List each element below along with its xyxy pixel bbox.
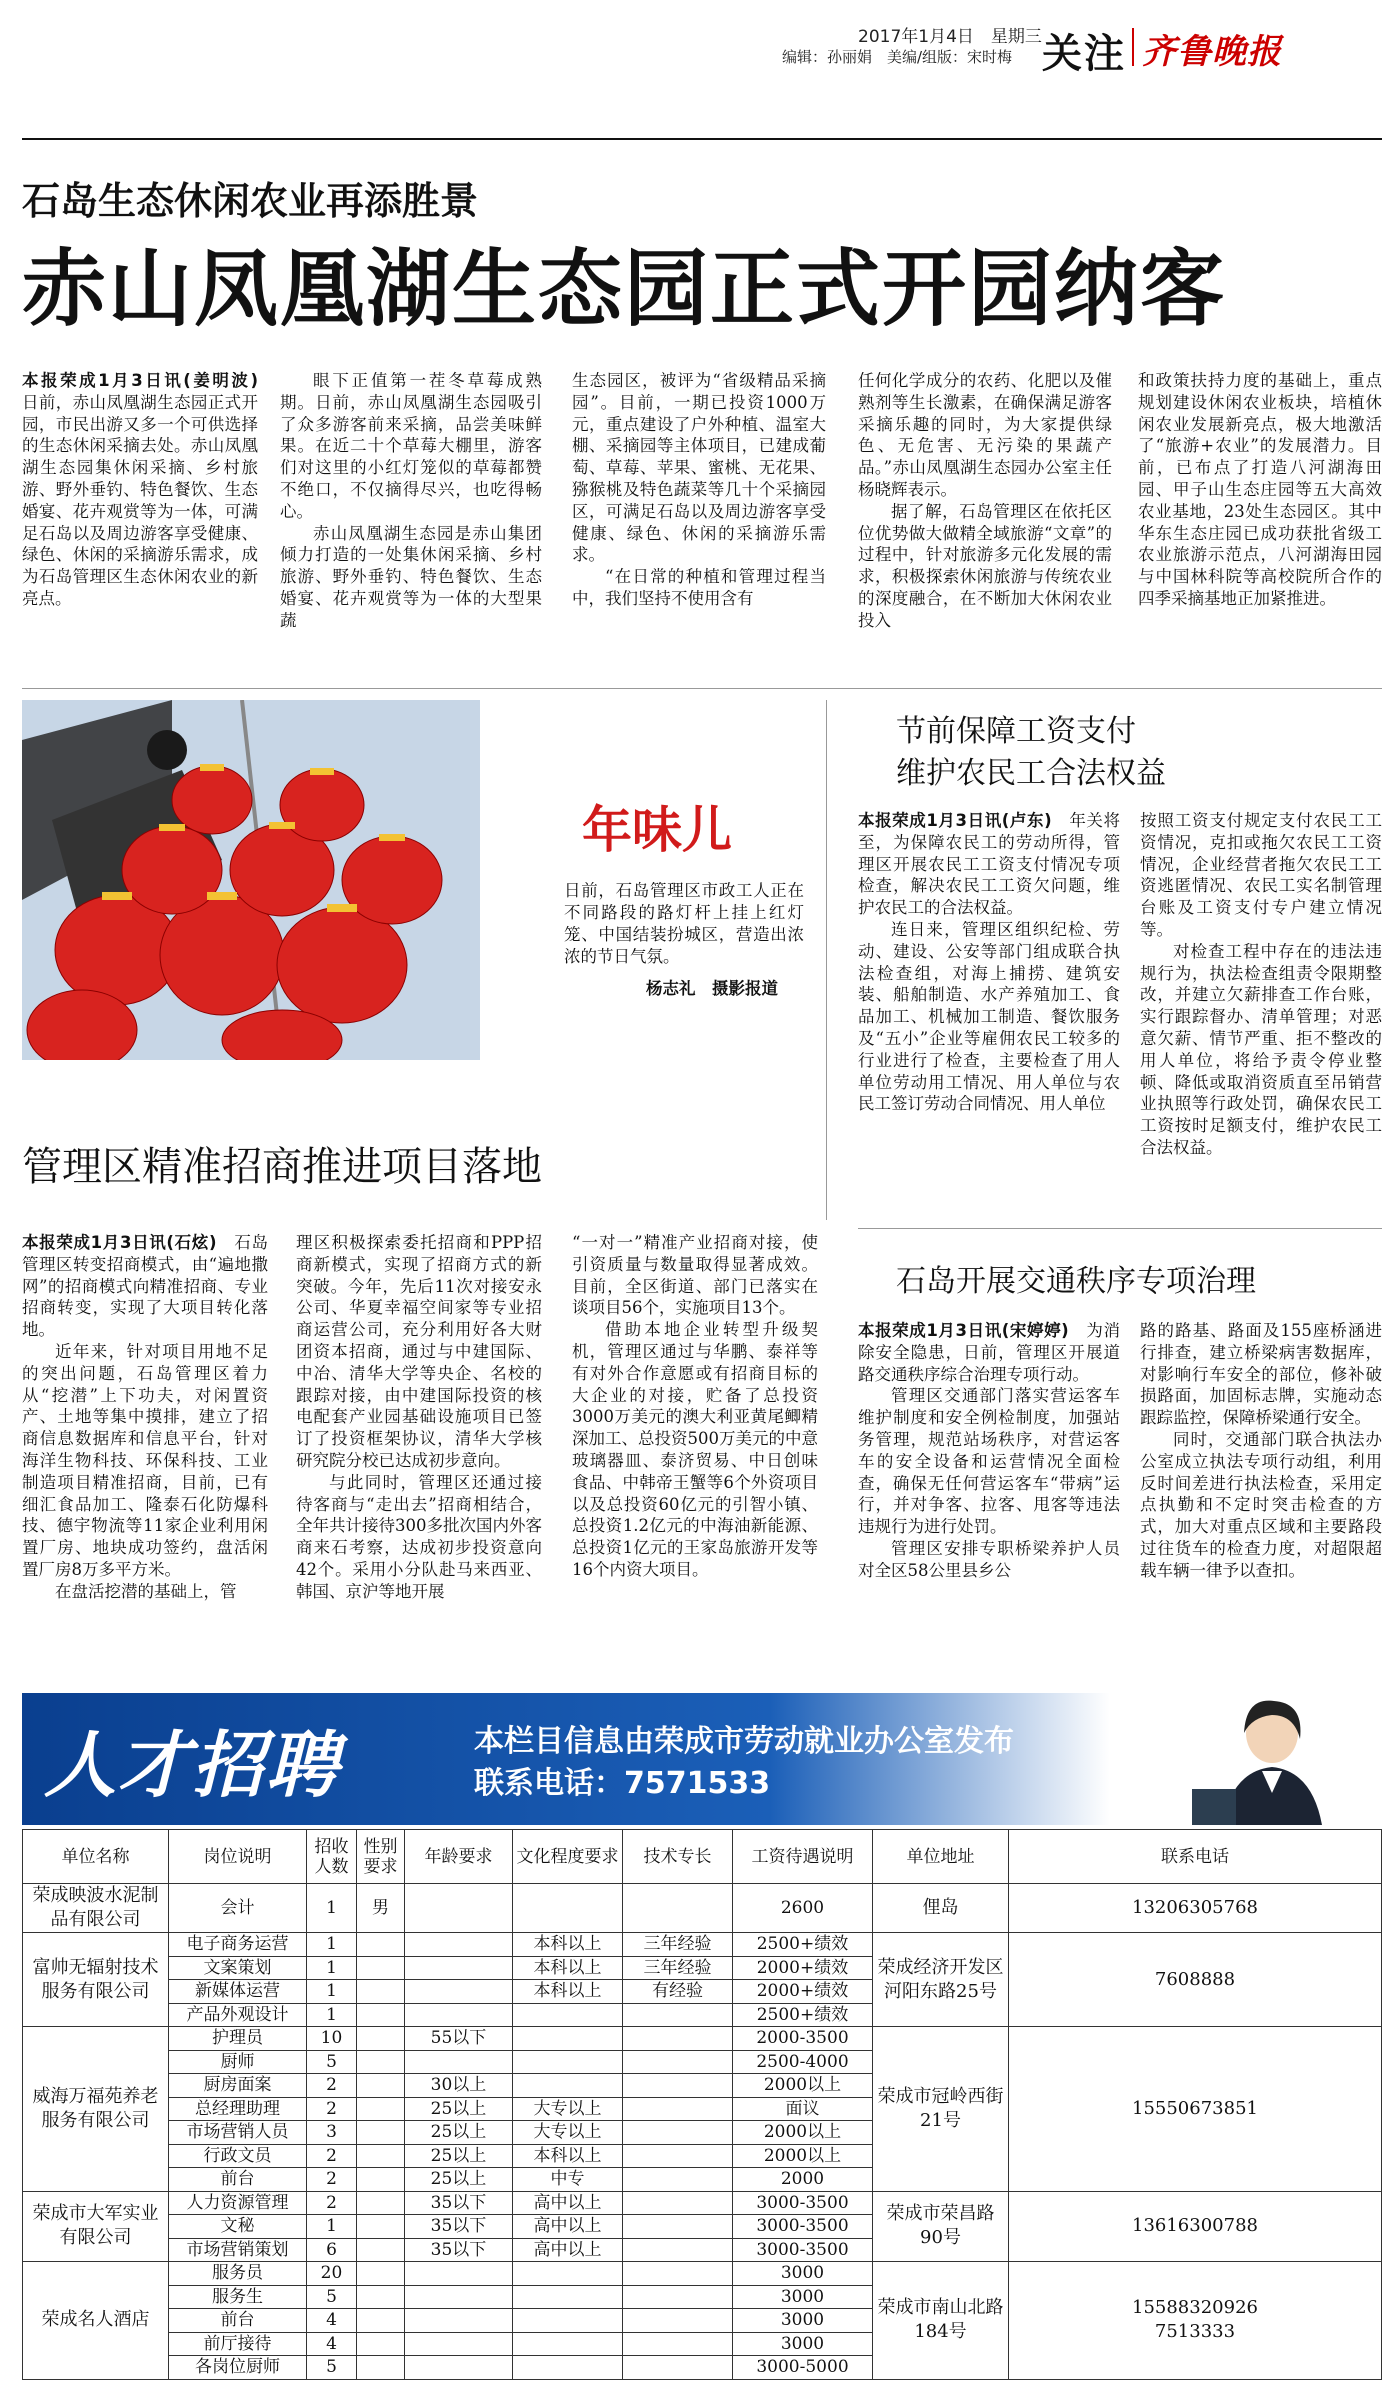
- company-name-cell: 荣成映波水泥制品有限公司: [23, 1884, 169, 1933]
- skill-cell: [623, 2309, 733, 2333]
- phone-cell: 15588320926 7513333: [1009, 2262, 1382, 2380]
- education-cell: [513, 2003, 623, 2027]
- skill-cell: [623, 2144, 733, 2168]
- column-header: 工资待遇说明: [733, 1830, 873, 1884]
- photo-credit: 杨志礼 摄影报道: [646, 979, 778, 998]
- headcount-cell: 2: [307, 2191, 357, 2215]
- invest-column-1: [22, 1232, 268, 1603]
- table-row: [23, 1884, 1382, 1933]
- salary-cell: 3000-3500: [733, 2238, 873, 2262]
- education-cell: 大专以上: [513, 2121, 623, 2145]
- paragraph: 路的路基、路面及155座桥涵进行排查，建立桥梁病害数据库，对影响行车安全的部位，修补破损路面，加固标志牌，实施动态跟踪监控，保障桥梁通行安全。: [1140, 1321, 1382, 1428]
- wage-headline-line1: 节前保障工资支付: [896, 714, 1136, 749]
- salary-cell: 3000-5000: [733, 2356, 873, 2380]
- education-cell: [513, 2285, 623, 2309]
- recruit-table: [22, 1829, 1382, 2380]
- traffic-column-2: [1140, 1320, 1382, 1582]
- paragraph: 对检查工程中存在的违法违规行为，执法检查组责令限期整改，并建立欠薪排查工作台账，实行跟踪督办、清单管理；对恶意欠薪、情节严重、拒不整改的用人单位，将给予责令停业整顿、降低或取消资质直至吊销营业执照等行政处罚，确保农民工工资按时足额支付，维护农民工合法权益。: [1140, 941, 1382, 1157]
- age-cell: [405, 1933, 513, 1957]
- invest-column-2: [296, 1232, 542, 1603]
- salary-cell: 3000: [733, 2262, 873, 2286]
- position-cell: 总经理助理: [169, 2097, 307, 2121]
- education-cell: 中专: [513, 2168, 623, 2192]
- age-cell: [405, 2050, 513, 2074]
- age-cell: [405, 1956, 513, 1980]
- headcount-cell: 1: [307, 1884, 357, 1933]
- age-cell: [405, 2309, 513, 2333]
- salary-cell: 2000: [733, 2168, 873, 2192]
- recruit-info: [474, 1721, 1014, 1805]
- gender-cell: [357, 2238, 405, 2262]
- editors-credit: 编辑：孙丽娟 美编/组版：宋时梅: [782, 48, 1013, 66]
- salary-cell: 2000以上: [733, 2121, 873, 2145]
- recruit-phone: 联系电话：7571533: [474, 1766, 771, 1801]
- skill-cell: [623, 2238, 733, 2262]
- address-cell: 荣成经济开发区河阳东路25号: [873, 1933, 1009, 2027]
- address-cell: 荣成市冠岭西街21号: [873, 2027, 1009, 2192]
- gender-cell: [357, 2168, 405, 2192]
- paragraph: 石岛管理区转变招商模式，由“遍地撒网”的招商模式向精准招商、专业招商转变，实现了大项目转化落地。: [22, 1233, 269, 1340]
- age-cell: 25以上: [405, 2097, 513, 2121]
- paragraph: 与此同时，管理区还通过接待客商与“走出去”招商相结合，全年共计接待300多批次国内外客商来石考察，达成初步投资意向42个。采用小分队赴马来西亚、韩国、京沪等地开展: [296, 1472, 542, 1601]
- lead-column-4: [858, 370, 1112, 632]
- headcount-cell: 4: [307, 2332, 357, 2356]
- age-cell: [405, 2285, 513, 2309]
- position-cell: 护理员: [169, 2027, 307, 2051]
- salary-cell: 3000-3500: [733, 2191, 873, 2215]
- headcount-cell: 1: [307, 2003, 357, 2027]
- paragraph: 据了解，石岛管理区在依托区位优势做大做精全域旅游“文章”的过程中，针对旅游多元化发展的需求，积极探索休闲旅游与传统农业的深度融合，在不断加大休闲农业投入: [858, 501, 1112, 630]
- column-header: 文化程度要求: [513, 1830, 623, 1884]
- age-cell: 35以下: [405, 2215, 513, 2239]
- education-cell: 本科以上: [513, 1980, 623, 2004]
- person-illustration: [1162, 1693, 1362, 1825]
- lantern-illustration: [22, 700, 480, 1060]
- salary-cell: 2600: [733, 1884, 873, 1933]
- paragraph: 借助本地企业转型升级契机，管理区通过与华鹏、泰祥等有对外合作意愿或有招商目标的大企业的对接，贮备了总投资3000万美元的澳大利亚黄尾鲫精深加工、总投资500万美元的中意玻璃器皿、泰济贸易、中日创味食品、中韩帝王蟹等6个外资项目以及总投资60亿元的引智小镇、总投资1.2亿元的中海油新能源、总投资1亿元的王家岛旅游开发等16个内资大项目。: [572, 1320, 818, 1579]
- salary-cell: 2000+绩效: [733, 1956, 873, 1980]
- skill-cell: [623, 2097, 733, 2121]
- education-cell: [513, 2356, 623, 2380]
- company-name-cell: 威海万福苑养老服务有限公司: [23, 2027, 169, 2192]
- traffic-column-1: [858, 1320, 1120, 1582]
- position-cell: 前厅接待: [169, 2332, 307, 2356]
- position-cell: 文秘: [169, 2215, 307, 2239]
- gender-cell: [357, 2121, 405, 2145]
- headcount-cell: 4: [307, 2309, 357, 2333]
- salary-cell: 2000以上: [733, 2074, 873, 2098]
- skill-cell: [623, 2074, 733, 2098]
- position-cell: 市场营销策划: [169, 2238, 307, 2262]
- dateline: 本报荣成1月3日讯(石炫): [22, 1233, 217, 1252]
- education-cell: [513, 2332, 623, 2356]
- table-header-row: [23, 1830, 1382, 1884]
- education-cell: 本科以上: [513, 2144, 623, 2168]
- recruit-notice: 本栏目信息由荣成市劳动就业办公室发布: [474, 1724, 1014, 1759]
- gender-cell: [357, 2050, 405, 2074]
- salary-cell: 2500+绩效: [733, 1933, 873, 1957]
- company-name-cell: 荣成市大军实业有限公司: [23, 2191, 169, 2262]
- education-cell: 大专以上: [513, 2097, 623, 2121]
- paragraph: 生态园区，被评为“省级精品采摘园”。目前，一期已投资1000万元，重点建设了户外种植、温室大棚、采摘园等主体项目，已建成葡萄、草莓、苹果、蜜桃、无花果、猕猴桃及特色蔬菜等几十个采摘园区，可满足石岛以及周边游客享受健康、绿色、休闲的采摘游乐需求。: [572, 371, 826, 565]
- headcount-cell: 3: [307, 2121, 357, 2145]
- age-cell: [405, 2356, 513, 2380]
- education-cell: 本科以上: [513, 1956, 623, 1980]
- headcount-cell: 6: [307, 2238, 357, 2262]
- position-cell: 前台: [169, 2168, 307, 2192]
- recruit-logo: 人才招聘: [44, 1723, 341, 1807]
- position-cell: 文案策划: [169, 1956, 307, 1980]
- paragraph: 日前，赤山凤凰湖生态园正式开园，市民出游又多一个可供选择的生态休闲采摘去处。赤山凤凰湖生态园集休闲采摘、乡村旅游、野外垂钓、特色餐饮、生态婚宴、花卉观赏等为一体，可满足石岛以及周边游客享受健康、绿色、休闲的采摘游乐需求，成为石岛管理区生态休闲农业的新亮点。: [22, 392, 258, 608]
- column-header: 招收人数: [307, 1830, 357, 1884]
- age-cell: 55以下: [405, 2027, 513, 2051]
- dateline: 本报荣成1月3日讯(宋婷婷): [858, 1321, 1069, 1340]
- education-cell: [513, 2050, 623, 2074]
- paragraph: “在日常的种植和管理过程当中，我们坚持不使用含有: [572, 567, 826, 608]
- lead-column-2: [280, 370, 542, 632]
- paragraph: 管理区安排专职桥梁养护人员对全区58公里县乡公: [858, 1538, 1120, 1580]
- gender-cell: [357, 2191, 405, 2215]
- headcount-cell: 10: [307, 2027, 357, 2051]
- education-cell: 本科以上: [513, 1933, 623, 1957]
- education-cell: 高中以上: [513, 2238, 623, 2262]
- dateline: 本报荣成1月3日讯(姜明波): [22, 371, 258, 390]
- headcount-cell: 5: [307, 2050, 357, 2074]
- lead-headline: 赤山凤凰湖生态园正式开园纳客: [22, 240, 1227, 338]
- age-cell: [405, 1980, 513, 2004]
- lantern-photo: [22, 700, 480, 1060]
- headcount-cell: 1: [307, 1956, 357, 1980]
- paragraph: 年关将至，为保障农民工的劳动所得，管理区开展农民工工资支付情况专项检查，解决农民工工资欠问题，维护农民工的合法权益。: [858, 811, 1121, 918]
- photo-caption: 日前，石岛管理区市政工人正在不同路段的路灯杆上挂上红灯笼、中国结装扮城区，营造出浓浓的节日气氛。: [564, 881, 804, 966]
- gender-cell: [357, 2356, 405, 2380]
- age-cell: [405, 2003, 513, 2027]
- gender-cell: 男: [357, 1884, 405, 1933]
- skill-cell: [623, 2050, 733, 2074]
- position-cell: 各岗位厨师: [169, 2356, 307, 2380]
- paragraph: 在盘活挖潜的基础上，管: [55, 1581, 237, 1601]
- issue-date: 2017年1月4日 星期三: [858, 27, 1042, 47]
- salary-cell: 2000-3500: [733, 2027, 873, 2051]
- separator: [858, 1228, 1382, 1229]
- gender-cell: [357, 1933, 405, 1957]
- newspaper-logo: 齐鲁晚报: [1142, 32, 1282, 72]
- paragraph: 任何化学成分的农药、化肥以及催熟剂等生长激素，在确保满足游客采摘乐趣的同时，为大家提供绿色、无危害、无污染的果蔬产品。”赤山凤凰湖生态园办公室主任杨晓辉表示。: [858, 371, 1112, 499]
- gender-cell: [357, 2097, 405, 2121]
- salary-cell: 面议: [733, 2097, 873, 2121]
- gender-cell: [357, 2309, 405, 2333]
- gender-cell: [357, 2262, 405, 2286]
- headcount-cell: 2: [307, 2074, 357, 2098]
- wage-headline-line2: 维护农民工合法权益: [896, 756, 1166, 791]
- recruit-banner: [22, 1693, 1382, 1825]
- separator: [826, 700, 827, 1220]
- address-cell: 俚岛: [873, 1884, 1009, 1933]
- wage-column-1: [858, 810, 1120, 1115]
- gender-cell: [357, 2215, 405, 2239]
- skill-cell: 三年经验: [623, 1956, 733, 1980]
- education-cell: [513, 2027, 623, 2051]
- masthead-divider: [1132, 28, 1134, 66]
- headcount-cell: 1: [307, 2215, 357, 2239]
- age-cell: 35以下: [405, 2238, 513, 2262]
- skill-cell: [623, 2332, 733, 2356]
- paragraph: 为消除安全隐患，日前，管理区开展道路交通秩序综合治理专项行动。: [858, 1321, 1121, 1384]
- education-cell: [513, 2074, 623, 2098]
- position-cell: 产品外观设计: [169, 2003, 307, 2027]
- position-cell: 服务员: [169, 2262, 307, 2286]
- skill-cell: [623, 2191, 733, 2215]
- column-header: 技术专长: [623, 1830, 733, 1884]
- paragraph: 管理区交通部门落实营运客车维护制度和安全例检制度，加强站务管理，规范站场秩序，对营运客车的安全设备和运营情况全面检查，确保无任何营运客车“带病”运行，并对争客、拉客、甩客等违法违规行为进行处罚。: [858, 1386, 1120, 1537]
- gender-cell: [357, 2003, 405, 2027]
- skill-cell: [623, 2027, 733, 2051]
- age-cell: 25以上: [405, 2168, 513, 2192]
- phone-cell: 15550673851: [1009, 2027, 1382, 2192]
- salary-cell: 2000以上: [733, 2144, 873, 2168]
- invest-column-3: [572, 1232, 818, 1581]
- salary-cell: 2500-4000: [733, 2050, 873, 2074]
- traffic-headline: 石岛开展交通秩序专项治理: [896, 1264, 1256, 1299]
- company-name-cell: 富帅无辐射技术服务有限公司: [23, 1933, 169, 2027]
- age-cell: 30以上: [405, 2074, 513, 2098]
- paragraph: 理区积极探索委托招商和PPP招商新模式，实现了招商方式的新突破。今年，先后11次对接安永公司、华夏幸福空间家等专业招商运营公司，充分利用好各大财团资本招商，通过与中建国际、中冶、清华大学等央企、名校的跟踪对接，由中建国际投资的核电配套产业园基础设施项目已签订了投资框架协议，清华大学核研究院分校已达成初步意向。: [296, 1233, 542, 1470]
- table-row: [23, 2191, 1382, 2215]
- phone-cell: 13616300788: [1009, 2191, 1382, 2262]
- position-cell: 行政文员: [169, 2144, 307, 2168]
- headcount-cell: 2: [307, 2144, 357, 2168]
- phone-cell: 13206305768: [1009, 1884, 1382, 1933]
- wage-column-2: [1140, 810, 1382, 1159]
- age-cell: 25以上: [405, 2144, 513, 2168]
- skill-cell: [623, 1884, 733, 1933]
- column-header: 联系电话: [1009, 1830, 1382, 1884]
- dateline: 本报荣成1月3日讯(卢东): [858, 811, 1052, 830]
- skill-cell: [623, 2168, 733, 2192]
- lead-column-5: [1138, 370, 1382, 610]
- gender-cell: [357, 2285, 405, 2309]
- headcount-cell: 20: [307, 2262, 357, 2286]
- gender-cell: [357, 2332, 405, 2356]
- column-header: 单位名称: [23, 1830, 169, 1884]
- table-row: [23, 1933, 1382, 1957]
- headcount-cell: 2: [307, 2097, 357, 2121]
- skill-cell: [623, 2003, 733, 2027]
- paragraph: 和政策扶持力度的基础上，重点规划建设休闲农业板块，培植休闲农业发展新亮点，极大地激活了“旅游+农业”的发展潜力。目前，已布点了打造八河湖海田园、甲子山生态庄园等五大高效农业基地，23处生态园区。其中华东生态庄园已成功获批省级工农业旅游示范点，八河湖海田园与中国林科院等高校院所合作的四季采摘基地正加紧推进。: [1138, 371, 1382, 608]
- nianwei-title: 年味儿: [582, 801, 732, 859]
- skill-cell: [623, 2356, 733, 2380]
- paragraph: 连日来，管理区组织纪检、劳动、建设、公安等部门组成联合执法检查组，对海上捕捞、建筑安装、船舶制造、水产养殖加工、食品加工、机械加工制造、餐饮服务及“五小”企业等雇佣农民工较多的行业进行了检查，主要检查了用人单位劳动用工情况、用人单位与农民工签订劳动合同情况、用人单位: [858, 919, 1120, 1114]
- position-cell: 会计: [169, 1884, 307, 1933]
- education-cell: [513, 2309, 623, 2333]
- separator: [22, 688, 1382, 689]
- paragraph: 同时，交通部门联合执法办公室成立执法专项行动组，利用反时间差进行执法检查，采用定点执勤和不定时突击检查的方式，加大对重点区域和主要路段过往货车的检查力度，对超限超载车辆一律予以查扣。: [1140, 1429, 1382, 1580]
- paragraph: 近年来，针对项目用地不足的突出问题，石岛管理区着力从“挖潜”上下功夫，对闲置资产、土地等集中摸排，建立了招商信息数据库和信息平台，针对海洋生物科技、环保科技、工业制造项目精准招商，目前，已有细汇食品加工、隆泰石化防爆科技、德宇物流等11家企业利用闲置厂房、地块成功签约，盘活闲置厂房8万多平方米。: [22, 1341, 268, 1579]
- salary-cell: 3000-3500: [733, 2215, 873, 2239]
- column-header: 单位地址: [873, 1830, 1009, 1884]
- position-cell: 市场营销人员: [169, 2121, 307, 2145]
- age-cell: [405, 2262, 513, 2286]
- position-cell: 厨房面案: [169, 2074, 307, 2098]
- company-name-cell: 荣成名人酒店: [23, 2262, 169, 2380]
- position-cell: 前台: [169, 2309, 307, 2333]
- recruit-table-body: [23, 1884, 1382, 2380]
- headcount-cell: 1: [307, 1980, 357, 2004]
- education-cell: 高中以上: [513, 2191, 623, 2215]
- paragraph: “一对一”精准产业招商对接，使引资质量与数量取得显著成效。目前，全区街道、部门已落实在谈项目56个，实施项目13个。: [572, 1233, 818, 1318]
- column-header: 岗位说明: [169, 1830, 307, 1884]
- position-cell: 人力资源管理: [169, 2191, 307, 2215]
- position-cell: 服务生: [169, 2285, 307, 2309]
- gender-cell: [357, 2144, 405, 2168]
- skill-cell: [623, 2215, 733, 2239]
- skill-cell: 三年经验: [623, 1933, 733, 1957]
- lead-column-1: [22, 370, 258, 610]
- headcount-cell: 5: [307, 2285, 357, 2309]
- paragraph: 眼下正值第一茬冬草莓成熟期。日前，赤山凤凰湖生态园吸引了众多游客前来采摘，品尝美味鲜果。在近二十个草莓大棚里，游客们对这里的小红灯笼似的草莓都赞不绝口，不仅摘得尽兴，也吃得畅心。: [280, 371, 542, 521]
- section-name: 关注: [1042, 31, 1126, 77]
- position-cell: 新媒体运营: [169, 1980, 307, 2004]
- gender-cell: [357, 1956, 405, 1980]
- address-cell: 荣成市南山北路184号: [873, 2262, 1009, 2380]
- salary-cell: 3000: [733, 2285, 873, 2309]
- salary-cell: 2500+绩效: [733, 2003, 873, 2027]
- gender-cell: [357, 1980, 405, 2004]
- column-header: 年龄要求: [405, 1830, 513, 1884]
- education-cell: [513, 2262, 623, 2286]
- gender-cell: [357, 2074, 405, 2098]
- invest-headline: 管理区精准招商推进项目落地: [22, 1144, 542, 1190]
- skill-cell: 有经验: [623, 1980, 733, 2004]
- lead-column-3: [572, 370, 826, 610]
- table-row: [23, 2262, 1382, 2286]
- headcount-cell: 2: [307, 2168, 357, 2192]
- position-cell: 电子商务运营: [169, 1933, 307, 1957]
- address-cell: 荣成市荣昌路90号: [873, 2191, 1009, 2262]
- age-cell: [405, 2332, 513, 2356]
- phone-cell: 7608888: [1009, 1933, 1382, 2027]
- salary-cell: 3000: [733, 2332, 873, 2356]
- salary-cell: 2000+绩效: [733, 1980, 873, 2004]
- top-rule: [22, 138, 1382, 140]
- education-cell: [513, 1884, 623, 1933]
- skill-cell: [623, 2285, 733, 2309]
- paragraph: 按照工资支付规定支付农民工工资情况，克扣或拖欠农民工工资情况，企业经营者拖欠农民工工资逃匿情况、农民工实名制管理台账及工资支付专户建立情况等。: [1140, 811, 1382, 939]
- headcount-cell: 1: [307, 1933, 357, 1957]
- position-cell: 厨师: [169, 2050, 307, 2074]
- table-row: [23, 2027, 1382, 2051]
- paragraph: 赤山凤凰湖生态园是赤山集团倾力打造的一处集休闲采摘、乡村旅游、野外垂钓、特色餐饮、生态婚宴、花卉观赏等为一体的大型果蔬: [280, 523, 542, 630]
- education-cell: 高中以上: [513, 2215, 623, 2239]
- column-header: 性别要求: [357, 1830, 405, 1884]
- age-cell: [405, 1884, 513, 1933]
- skill-cell: [623, 2262, 733, 2286]
- gender-cell: [357, 2027, 405, 2051]
- headcount-cell: 5: [307, 2356, 357, 2380]
- skill-cell: [623, 2121, 733, 2145]
- lead-subtitle: 石岛生态休闲农业再添胜景: [22, 179, 479, 223]
- salary-cell: 3000: [733, 2309, 873, 2333]
- age-cell: 35以下: [405, 2191, 513, 2215]
- age-cell: 25以上: [405, 2121, 513, 2145]
